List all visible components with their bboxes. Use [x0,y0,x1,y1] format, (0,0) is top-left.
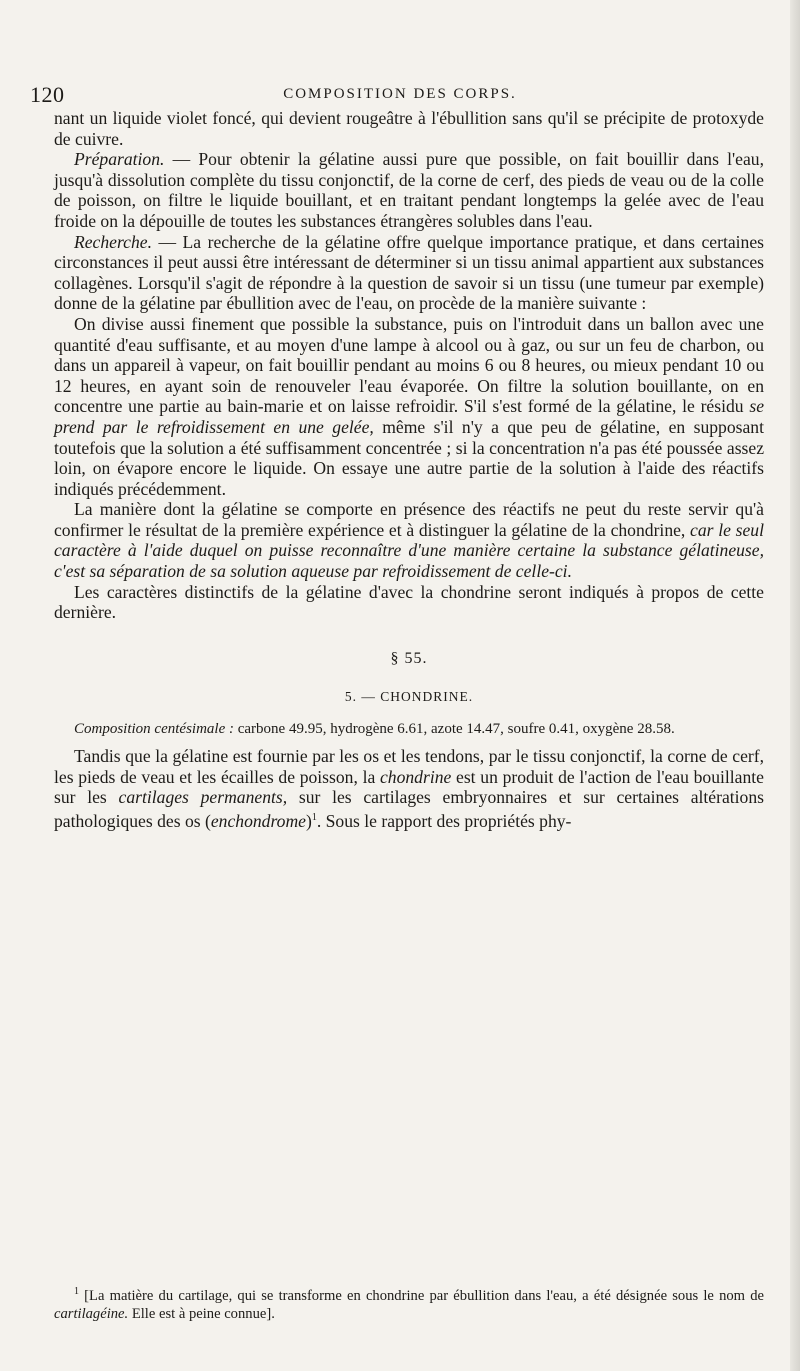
paragraph-chondrine: Tandis que la gélatine est fournie par les os et les tendons, par le tissu conjonctif, la corne de cerf, les pieds de veau et les écailles de poisson, la chondrine est un produit de l'action de l'eau bouillante sur les cartilages permanents, sur les cartilages embryonnaires et sur certaines altérations pathologiques des os (enchondrome)$^1$. Sous le rapport des propriétés phy- [54,746,764,831]
paragraph-label: Préparation. [74,149,165,170]
section-subhead: 5. — CHONDRINE. [344,689,474,705]
page-number: 120 [30,82,65,107]
footnote: $^1$ [La matière du cartilage, qui se transforme en chondrine par ébullition dans l'eau, a été désignée sous le nom de cartilagéine. Elle est à peine connue]. [54,1286,764,1322]
composition-line: Composition centésimale : carbone 49.95, hydrogène 6.61, azote 14.47, soufre 0.41, oxygène 28.58. [74,721,675,738]
paragraph-continuation: nant un liquide violet foncé, qui devient rougeâtre à l'ébullition sans qu'il se précipite de protoxyde de cuivre. [54,108,764,149]
footnote-ref: 1 [311,811,317,823]
paragraph-reactifs: La manière dont la gélatine se comporte en présence des réactifs ne peut du reste servir qu'à confirmer le résultat de la première expérience et à distinguer la gélatine de la chondrine, car le seul caractère à l'aide duquel on puisse reconnaître d'une manière certaine la substance gélatineuse, c'est sa séparation de sa solution aqueuse par refroidissement de celle-ci. [54,499,764,582]
page-edge [790,0,800,1371]
page-header [0,82,800,108]
paragraph-recherche: Recherche. — La recherche de la gélatine offre quelque importance pratique, et dans certaines circonstances il peut aussi être intéressant de déterminer si un tissu animal appartient aux substances collagènes. Lorsqu'il s'agit de répondre à la question de savoir si un tissu (une tumeur par exemple) donne de la gélatine par ébullition avec de l'eau, on procède de la manière suivante : [54,231,764,314]
paragraph-label: Recherche. [74,231,152,252]
page-body [54,108,764,831]
paragraph-preparation: Préparation. — Pour obtenir la gélatine aussi pure que possible, on fait bouillir dans l'eau, jusqu'à dissolution complète du tissu conjonctif, de la corne de cerf, des pieds de veau ou de la colle de poisson, on filtre le liquide bouillant, et en traitant pendant longtemps la gelée avec de l'eau froide on la dépouille de toutes les substances étrangères solubles dans l'eau. [54,149,764,231]
footnote-marker: 1 [74,1286,79,1297]
running-head: COMPOSITION DES CORPS. [283,86,517,102]
section-number: § 55. [390,649,428,667]
paragraph-procedure: On divise aussi finement que possible la substance, puis on l'introduit dans un ballon avec une quantité d'eau suffisante, et au moyen d'une lampe à alcool ou à gaz, ou sur un feu de charbon, ou dans un appareil à vapeur, on fait bouillir pendant au moins 6 ou 8 heures, ou mieux pendant 10 ou 12 heures, en ayant soin de renouveler l'eau évaporée. On filtre la solution bouillante, on en concentre une partie au bain-marie et on laisse refroidir. S'il s'est formé de la gélatine, le résidu se prend par le refroidissement en une gelée, même s'il n'y a que peu de gélatine, en supposant toutefois que la solution a été suffisamment concentrée ; si la concentration n'a pas été poussée assez loin, on évapore encore le liquide. On essaye une autre partie de la solution à l'aide des réactifs indiqués précédemment. [54,313,764,499]
paragraph-caracteres: Les caractères distinctifs de la gélatine d'avec la chondrine seront indiqués à propos de cette dernière. [54,581,764,623]
